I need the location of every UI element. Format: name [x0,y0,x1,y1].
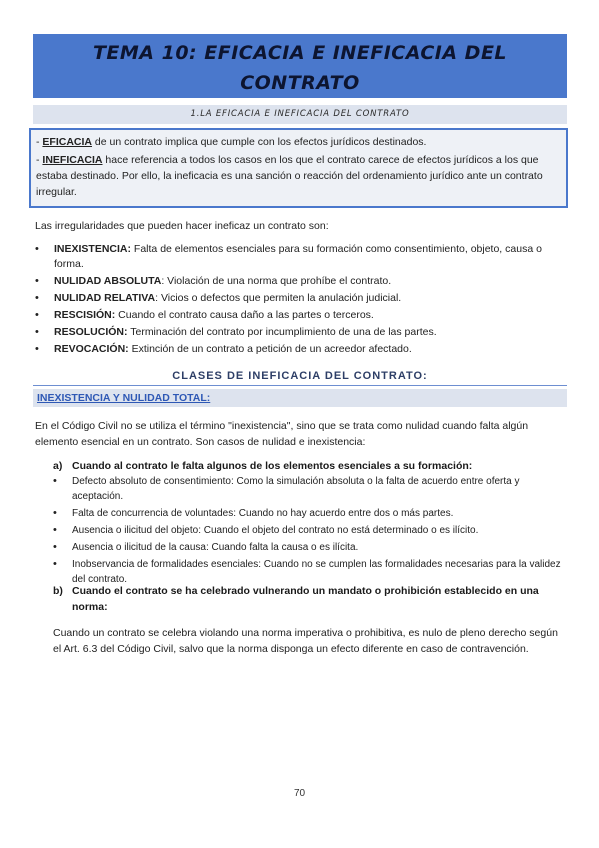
definitions-box [29,128,568,208]
section-heading: 1.LA EFICACIA E INEFICACIA DEL CONTRATO [33,105,567,124]
list-item: • Defecto absoluto de consentimiento: Como la simulación absoluta o la falta de acuerdo entre oferta y aceptación. [53,474,563,504]
list-item [35,325,555,340]
definition-ineficacia-text: hace referencia a todos los casos en los que el contrato carece de efectos jurídicos a los que estaba destinado. Por ello, la ineficacia es una sanción o reacción del ordenamiento jurídico ante un contrato irregular. [36,154,543,198]
list-item-term: RESOLUCIÓN: [54,326,128,338]
list-item-term: RESCISIÓN: [54,309,116,321]
list-item: • Falta de concurrencia de voluntades: Cuando no hay acuerdo entre dos o más partes. [53,506,563,521]
page-number: 70 [293,788,306,799]
list-item-text: : Vicios o defectos que permiten la anulación judicial. [155,292,402,304]
item-letter: b) [53,585,63,597]
term-eficacia: EFICACIA [42,136,93,148]
clases-heading: CLASES DE INEFICACIA DEL CONTRATO: [172,370,428,382]
list-item [35,308,555,323]
definition-eficacia-text: de un contrato implica que cumple con los efectos jurídicos destinados. [92,136,427,148]
item-text: Cuando el contrato se ha celebrado vulnerando un mandato o prohibición establecido en una norma: [72,585,539,613]
list-item-text: Cuando el contrato causa daño a las partes o terceros. [115,309,374,321]
causes-list [53,474,563,589]
list-item-text: : Violación de una norma que prohíbe el contrato. [161,275,392,287]
irregularities-list [35,242,555,359]
item-text: Cuando al contrato le falta algunos de los elementos esenciales a su formación: [72,460,473,472]
list-item-text: Terminación del contrato por incumplimiento de una de las partes. [127,326,437,338]
page-title [33,34,567,98]
list-item-text: Extinción de un contrato a petición de un acreedor afectado. [128,343,412,355]
term-ineficacia: INEFICACIA [42,154,103,166]
paragraph: En el Código Civil no se utiliza el término "inexistencia", sino que se trata como nulidad cuando falta algún elemento esencial en un contrato. Son casos de nulidad e inexistencia: [35,420,529,448]
bullet-dash: - [36,154,43,166]
list-item [35,291,555,306]
item-letter: a) [53,460,63,472]
bullet-dash: - [36,136,43,148]
list-item-term: REVOCACIÓN: [54,343,129,355]
list-item: • Ausencia o ilicitud de la causa: Cuando falta la causa o es ilícita. [53,540,563,555]
title-line-2: CONTRATO [240,72,360,94]
list-item-term: NULIDAD ABSOLUTA [54,275,162,287]
lettered-item-a [53,458,558,474]
subheading: INEXISTENCIA Y NULIDAD TOTAL: [33,389,567,407]
list-item-term: NULIDAD RELATIVA [54,292,156,304]
list-item-term: INEXISTENCIA: [54,243,132,255]
list-item: • Ausencia o ilicitud del objeto: Cuando el objeto del contrato no está determinado o es ilícito. [53,523,563,538]
divider [33,385,567,386]
list-item-text: Falta de elementos esenciales para su formación como consentimiento, objeto, causa o forma. [54,243,542,270]
lettered-item-b [53,583,558,615]
definition-eficacia [36,134,561,150]
title-line-1: TEMA 10: EFICACIA E INEFICACIA DEL [92,42,508,64]
paragraph: Cuando un contrato se celebra violando una norma imperativa o prohibitiva, es nulo de pleno derecho según el Art. 6.3 del Código Civil, salvo que la norma disponga un efecto diferente en caso de contravención. [53,627,558,655]
list-item [35,342,555,357]
irregularities-intro: Las irregularidades que pueden hacer ineficaz un contrato son: [35,220,329,232]
list-item [35,274,555,289]
list-item [35,242,555,272]
definition-ineficacia [36,152,561,200]
list-item: • Inobservancia de formalidades esenciales: Cuando no se cumplen las formalidades necesarias para la validez del contrato. [53,557,563,587]
